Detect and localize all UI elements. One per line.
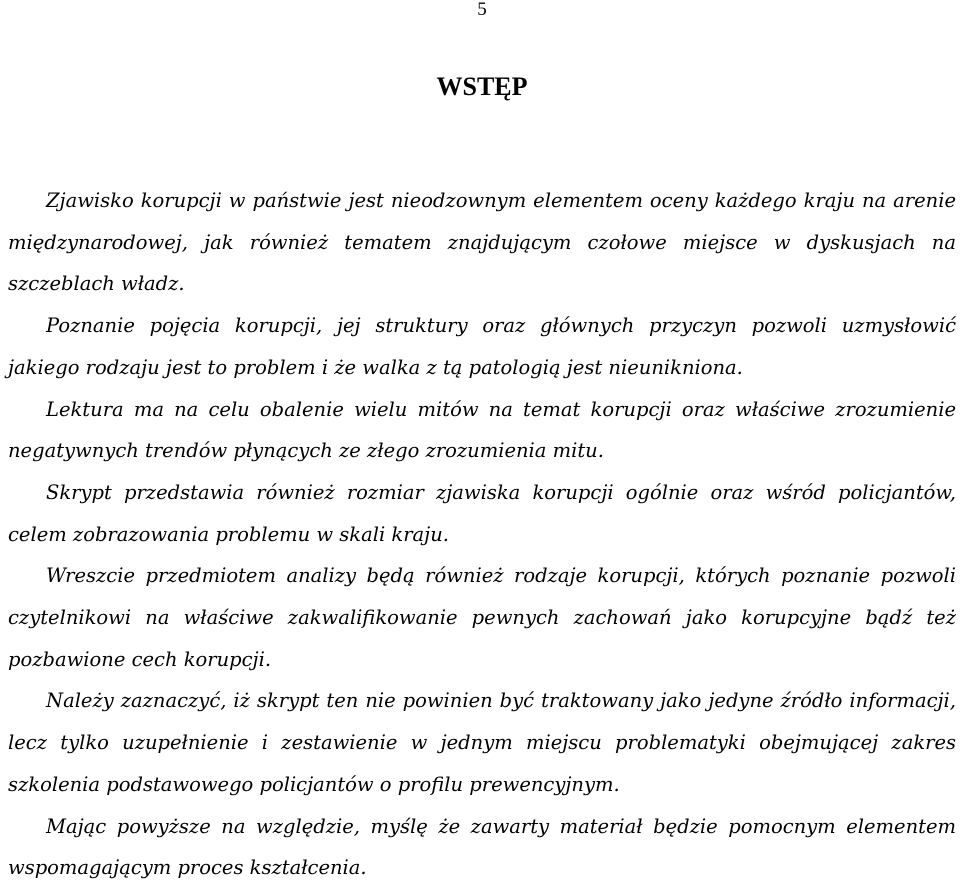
paragraph: Skrypt przedstawia również rozmiar zjawiska korupcji ogólnie oraz wśród policjantów, celem zobrazowania problemu w skali kraju. (8, 480, 956, 546)
paragraph: Poznanie pojęcia korupcji, jej struktury oraz głównych przyczyn pozwoli uzmysłowić jakiego rodzaju jest to problem i że walka z tą patologią jest nieunikniona. (8, 314, 956, 379)
section-heading: WSTĘP (436, 72, 528, 101)
page-number: 5 (477, 0, 487, 20)
paragraph: Mając powyższe na względzie, myślę że zawarty materiał będzie pomocnym elementem wspomagającym proces kształcenia. (8, 814, 956, 880)
paragraph: Zjawisko korupcji w państwie jest nieodzownym elementem oceny każdego kraju na arenie międzynarodowej, jak również tematem znajdującym czołowe miejsce w dyskusjach na szczeblach władz. (8, 189, 956, 296)
paragraph: Wreszcie przedmiotem analizy będą również rodzaje korupcji, których poznanie pozwoli czytelnikowi na właściwe zakwalifikowanie pewnych zachowań jako korupcyjne bądź też pozbawione cech korupcji. (8, 564, 956, 671)
document-body (8, 180, 956, 889)
paragraph: Należy zaznaczyć, iż skrypt ten nie powinien być traktowany jako jedyne źródło informacji, lecz tylko uzupełnienie i zestawienie w jednym miejscu problematyki obejmującej zakres szkolenia podstawowego policjantów o profilu prewencyjnym. (8, 689, 956, 796)
paragraph: Lektura ma na celu obalenie wielu mitów na temat korupcji oraz właściwe zrozumienie negatywnych trendów płynących ze złego zrozumienia mitu. (8, 397, 956, 463)
